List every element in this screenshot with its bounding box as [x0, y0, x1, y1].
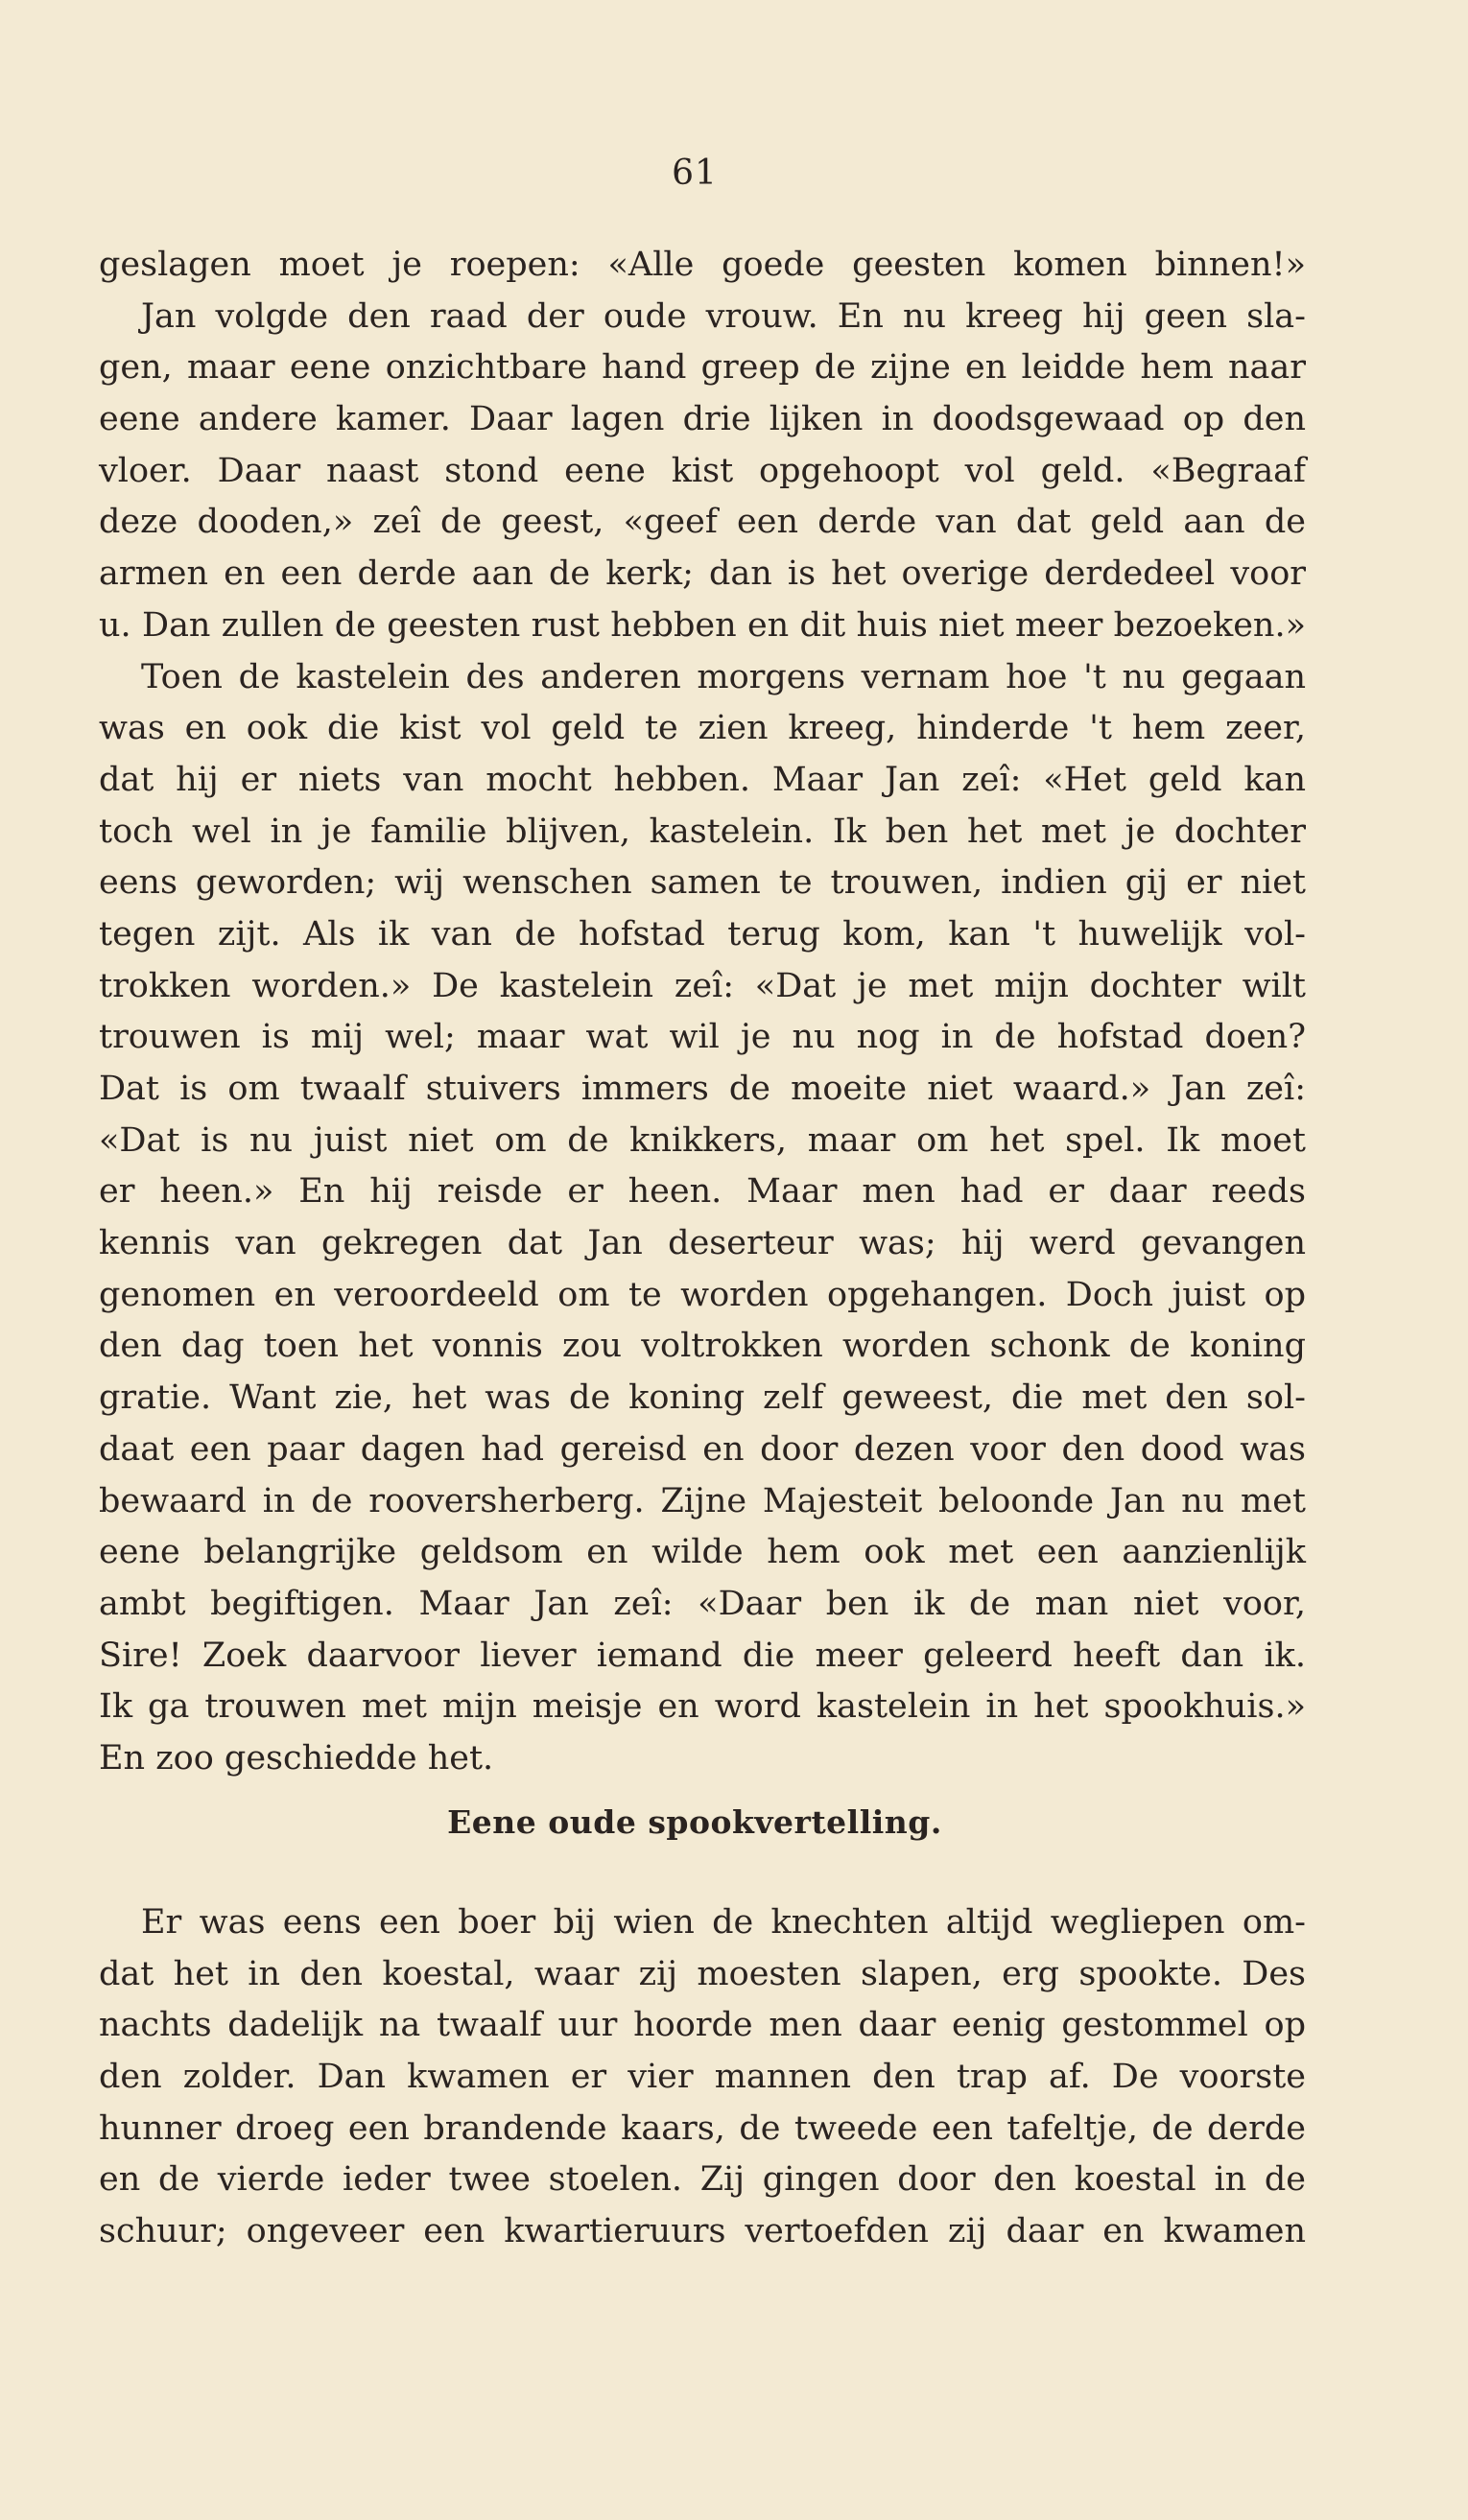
text-line: en de vierde ieder twee stoelen. Zij gingen door den koestal in de [99, 2160, 1306, 2200]
text-line: toch wel in je familie blijven, kastelein. Ik ben het met je dochter [99, 812, 1306, 851]
text-line: Dat is om twaalf stuivers immers de moeite niet waard.» Jan zeî: [99, 1070, 1306, 1108]
text-line: trokken worden.» De kastelein zeî: «Dat je met mijn dochter wilt [99, 966, 1306, 1005]
text-line: nachts dadelijk na twaalf uur hoorde men daar eenig gestommel op [99, 2006, 1306, 2045]
text-line: armen en een derde aan de kerk; dan is het overige derdedeel voor [99, 554, 1306, 594]
text-line: gratie. Want zie, het was de koning zelf geweest, die met den sol- [99, 1378, 1306, 1418]
text-line: Toen de kastelein des anderen morgens vernam hoe 't nu gegaan [141, 657, 1306, 696]
text-line: ambt begiftigen. Maar Jan zeî: «Daar ben ik de man niet voor, [99, 1584, 1306, 1623]
section-heading: Eene oude spookvertelling. [447, 1803, 942, 1841]
text-line: eene andere kamer. Daar lagen drie lijken in doodsgewaad op den [99, 400, 1306, 439]
text-line: bewaard in de rooversherberg. Zijne Majesteit beloonde Jan nu met [99, 1481, 1306, 1520]
page-number: 61 [672, 153, 718, 193]
text-line: dat het in den koestal, waar zij moesten slapen, erg spookte. Des [99, 1954, 1306, 1993]
text-line: u. Dan zullen de geesten rust hebben en dit huis niet meer bezoeken.» [99, 605, 1306, 645]
text-line: trouwen is mij wel; maar wat wil je nu nog in de hofstad doen? [99, 1018, 1306, 1057]
text-line: deze dooden,» zeî de geest, «geef een derde van dat geld aan de [99, 503, 1306, 542]
text-line: Sire! Zoek daarvoor liever iemand die meer geleerd heeft dan ik. [99, 1636, 1306, 1675]
text-line: «Dat is nu juist niet om de knikkers, maar om het spel. Ik moet [99, 1120, 1306, 1160]
text-line: daat een paar dagen had gereisd en door dezen voor den dood was [99, 1429, 1306, 1469]
text-line: er heen.» En hij reisde er heen. Maar men had er daar reeds [99, 1172, 1306, 1212]
text-line: geslagen moet je roepen: «Alle goede geesten komen binnen!» [99, 246, 1306, 284]
text-line: gen, maar eene onzichtbare hand greep de zijne en leidde hem naar [99, 348, 1306, 388]
text-line: genomen en veroordeeld om te worden opgehangen. Doch juist op [99, 1275, 1306, 1314]
text-line: eene belangrijke geldsom en wilde hem ook met een aanzienlijk [99, 1533, 1306, 1572]
text-line: kennis van gekregen dat Jan deserteur was; hij werd gevangen [99, 1224, 1306, 1263]
text-line: Er was eens een boer bij wien de knechten altijd wegliepen om- [141, 1903, 1306, 1942]
text-line: Jan volgde den raad der oude vrouw. En nu kreeg hij geen sla- [141, 296, 1306, 336]
text-line: En zoo geschiedde het. [99, 1738, 494, 1778]
text-line: Ik ga trouwen met mijn meisje en word kastelein in het spookhuis.» [99, 1687, 1306, 1727]
text-line: dat hij er niets van mocht hebben. Maar Jan zeî: «Het geld kan [99, 760, 1306, 799]
text-line: was en ook die kist vol geld te zien kreeg, hinderde 't hem zeer, [99, 709, 1306, 748]
text-line: tegen zijt. Als ik van de hofstad terug kom, kan 't huwelijk vol- [99, 914, 1306, 954]
text-line: schuur; ongeveer een kwartieruurs vertoefden zij daar en kwamen [99, 2212, 1306, 2251]
text-line: eens geworden; wij wenschen samen te trouwen, indien gij er niet [99, 863, 1306, 903]
text-line: den zolder. Dan kwamen er vier mannen den trap af. De voorste [99, 2058, 1306, 2097]
text-line: vloer. Daar naast stond eene kist opgehoopt vol geld. «Begraaf [99, 451, 1306, 490]
new-story [99, 1897, 1306, 2258]
story-continuation [99, 240, 1306, 1785]
text-line: hunner droeg een brandende kaars, de tweede een tafeltje, de derde [99, 2108, 1306, 2148]
text-line: den dag toen het vonnis zou voltrokken worden schonk de koning [99, 1327, 1306, 1366]
